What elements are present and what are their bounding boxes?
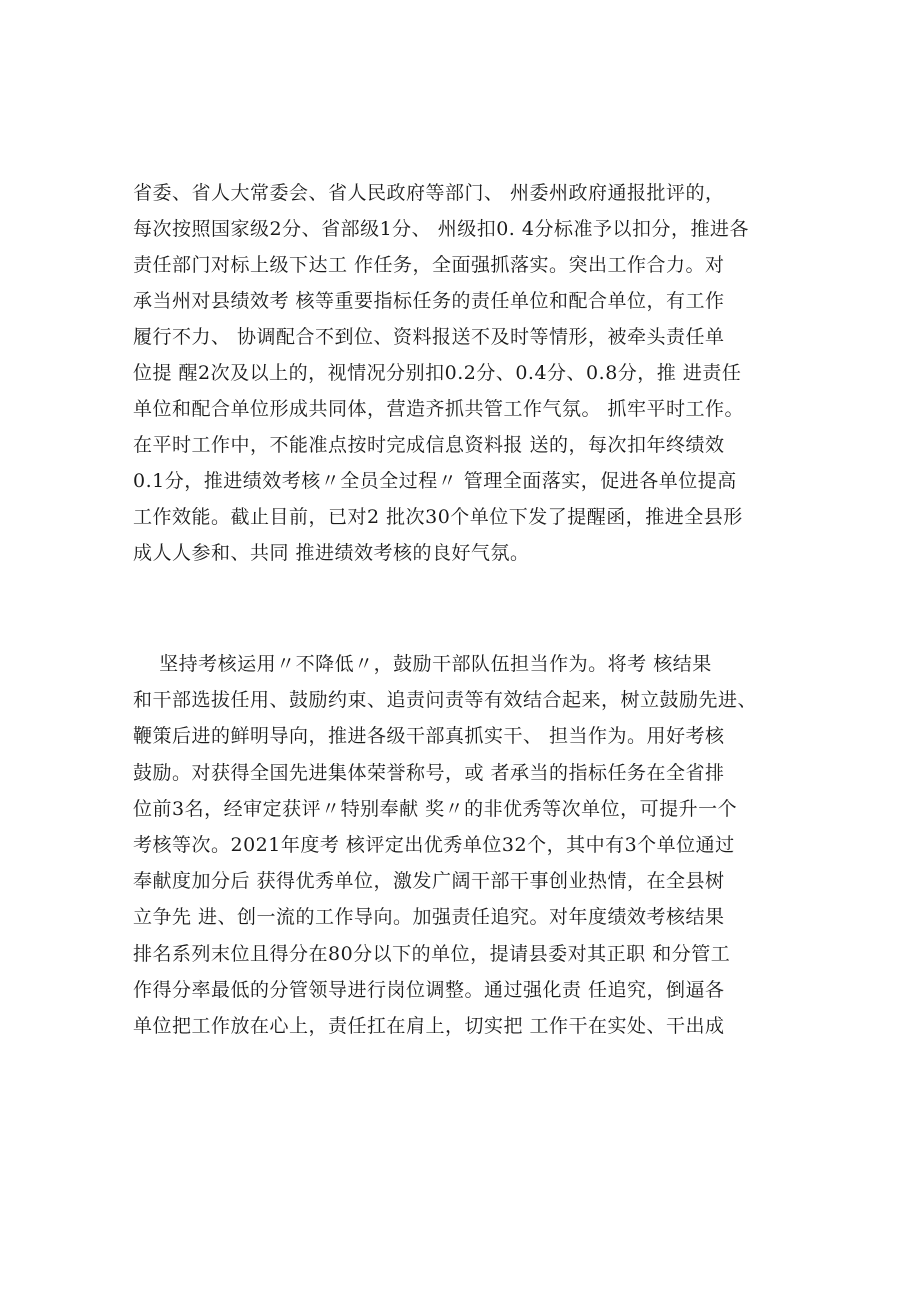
text-line: 作得分率最低的分管领导进行岗位调整。通过强化责 任追究，倒逼各 xyxy=(133,978,725,1001)
text-line: 坚持考核运用〃不降低〃，鼓励干部队伍担当作为。将考 核结果 xyxy=(133,653,712,675)
text-line: 立争先 进、创一流的工作导向。加强责任追究。对年度绩效考核结果 xyxy=(133,906,725,929)
text-line: 在平时工作中，不能准点按时完成信息资料报 送的，每次扣年终绩效 xyxy=(133,434,725,456)
text-line: 每次按照国家级2分、省部级1分、 州级扣0. 4分标准予以扣分，推进各 xyxy=(133,218,749,240)
text-line: 承当州对县绩效考 核等重要指标任务的责任单位和配合单位，有工作 xyxy=(133,290,725,312)
text-line: 鞭策后进的鲜明导向，推进各级干部真抓实干、 担当作为。用好考核 xyxy=(133,725,725,748)
paragraph-1 xyxy=(133,175,793,571)
text-line: 0.1分，推进绩效考核〃全员全过程〃 管理全面落实，促进各单位提高 xyxy=(133,470,737,492)
text-line: 位前3名，经审定获评〃特别奉献 奖〃的非优秀等次单位，可提升一个 xyxy=(133,797,738,820)
text-line: 履行不力、 协调配合不到位、资料报送不及时等情形，被牵头责任单 xyxy=(133,326,725,348)
text-line: 单位把工作放在心上，责任扛在肩上，切实把 工作干在实处、干出成 xyxy=(133,1014,725,1037)
text-line: 考核等次。2021年度考 核评定出优秀单位32个，其中有3个单位通过 xyxy=(133,833,735,856)
text-line: 单位和配合单位形成共同体，营造齐抓共管工作气氛。 抓牢平时工作。 xyxy=(133,398,745,420)
text-line: 鼓励。对获得全国先进集体荣誉称号，或 者承当的指标任务在全省排 xyxy=(133,761,725,784)
text-line: 责任部门对标上级下达工 作任务，全面强抓落实。突出工作合力。对 xyxy=(133,254,725,276)
text-line: 奉献度加分后 获得优秀单位，激发广阔干部干事创业热情，在全县树 xyxy=(133,870,725,893)
text-line: 工作效能。截止目前，已对2 批次30个单位下发了提醒函，推进全县形 xyxy=(133,506,743,528)
text-line: 位提 醒2次及以上的，视情况分别扣0.2分、0.4分、0.8分，推 进责任 xyxy=(133,362,742,384)
paragraph-2 xyxy=(133,646,793,1044)
text-line: 省委、省人大常委会、省人民政府等部门、 州委州政府通报批评的， xyxy=(133,182,725,204)
text-line: 成人人参和、共同 推进绩效考核的良好气氛。 xyxy=(133,542,530,564)
text-line: 和干部选拔任用、鼓励约束、追责问责等有效结合起来，树立鼓励先进、 xyxy=(133,689,758,712)
text-line: 排名系列末位且得分在80分以下的单位，提请县委对其正职 和分管工 xyxy=(133,942,731,965)
